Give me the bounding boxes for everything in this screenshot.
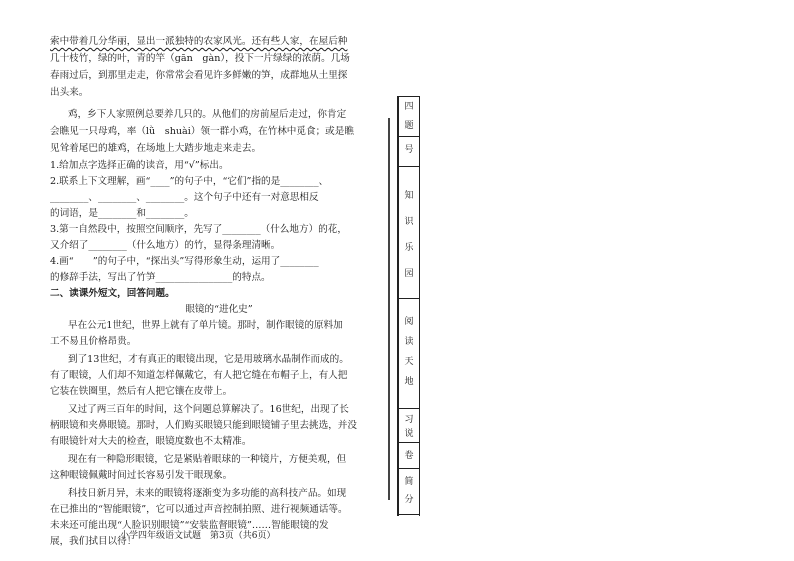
sidebar-char: 知 <box>404 191 414 201</box>
text-line: 有眼镜针对大夫的检查，眼镜度数也不太精准。 <box>50 436 252 447</box>
sidebar-char: 号 <box>404 145 414 155</box>
sidebar-char: 乐 <box>404 243 414 253</box>
sidebar-char: 题 <box>404 121 414 131</box>
text-line: 科技日新月异，未来的眼镜将逐渐变为多功能的高科技产品。如现 <box>68 488 347 499</box>
sidebar-char: 分 <box>404 495 414 505</box>
text-line: 见耸着尾巴的雄鸡，在场地上大踏步地走来走去。 <box>50 143 262 154</box>
text-line: 索中带着几分华丽，显出一派独特的农家风光。还有些人家，在屋后种 <box>50 36 348 47</box>
text-line: 工不易且价格昂贵。 <box>50 336 137 347</box>
sidebar-divider <box>399 514 419 515</box>
text-line: 展，我们拭目以待！ <box>50 536 137 547</box>
sidebar-char: 习 <box>404 415 414 425</box>
text-line: 春雨过后，到那里走走，你常常会看见许多鲜嫩的笋，成群地从土里探 <box>50 70 348 81</box>
sidebar-char: 简 <box>404 477 414 487</box>
sidebar-char: 阅 <box>404 317 414 327</box>
text-line: 它装在铁圈里，然后有人把它镶在皮带上。 <box>50 386 233 397</box>
sidebar-char: 说 <box>404 429 414 439</box>
sidebar-char: 园 <box>404 269 414 279</box>
text-line: 的词语，是________和________。 <box>50 208 194 219</box>
sidebar-divider <box>399 166 419 167</box>
sidebar-divider <box>399 468 419 469</box>
text-line: 未来还可能出现“人脸识别眼镜”“安装监督眼镜”……智能眼镜的发 <box>50 520 329 531</box>
text-line: 现在有一种隐形眼镜，它是紧贴着眼球的一种镜片，方便美观，但 <box>68 454 347 465</box>
sidebar-char: 地 <box>404 377 414 387</box>
text-line: 又介绍了________（什么地方）的竹，显得条理清晰。 <box>50 240 281 251</box>
question-1: 1.给加点字选择正确的读音，用“√”标出。 <box>50 160 229 171</box>
text-line: 又过了两三百年的时间，这个问题总算解决了。16世纪，出现了长 <box>68 404 349 415</box>
question-4: 4.画“ ”的句子中，“探出头”写得形象生动，运用了________ <box>50 256 319 267</box>
exam-page <box>50 36 388 551</box>
sidebar-divider <box>399 96 419 97</box>
text-line: 这种眼镜佩戴时间过长容易引发干眼现象。 <box>50 470 233 481</box>
question-3: 3.第一自然段中，按照空间顺序，先写了________（什么地方）的花， <box>50 224 347 235</box>
sidebar-char: 读 <box>404 337 414 347</box>
question-2: 2.联系上下文理解，画“____”的句子中，“它们”指的是________、 <box>50 176 329 187</box>
article-title: 眼镜的“进化史” <box>185 304 253 315</box>
text-line: 到了13世纪，才有真正的眼镜出现，它是用玻璃水晶制作而成的。 <box>68 354 349 365</box>
sidebar-divider <box>399 442 419 443</box>
text-line: 几十枝竹，绿的叶，青的竿（gān gàn），投下一片绿绿的浓荫。几场 <box>50 53 350 64</box>
sidebar-char: 识 <box>404 217 414 227</box>
section-heading: 二、读课外短文，回答问题。 <box>50 288 175 299</box>
text-line: 在已推出的“智能眼镜”，它可以通过声音控制拍照、进行视频通话等。 <box>50 504 348 515</box>
sidebar-divider <box>399 136 419 137</box>
text-line: 出头来。 <box>50 87 89 98</box>
page-edge-line <box>388 118 390 500</box>
sidebar-char: 四 <box>404 102 414 112</box>
page-footer: 小学四年级语文试题 第3页（共6页） <box>120 531 276 541</box>
score-sidebar <box>397 96 420 516</box>
text-line: 早在公元1世纪，世界上就有了单片镜。那时，制作眼镜的原料加 <box>68 320 343 331</box>
text-line: 会瞧见一只母鸡，率（lǜ shuài）领一群小鸡，在竹林中觅食；或是瞧 <box>50 126 354 137</box>
sidebar-char: 卷 <box>404 451 414 461</box>
sidebar-char: 天 <box>404 357 414 367</box>
text-line: 有了眼镜，人们却不知道怎样佩戴它，有人把它缝在布帽子上，有人把 <box>50 370 348 381</box>
text-line: 柄眼镜和夹鼻眼镜。那时，人们购买眼镜只能到眼镜铺子里去挑选，并没 <box>50 420 357 431</box>
sidebar-divider <box>399 298 419 299</box>
text-line: ________、________、________。这个句子中还有一对意思相反 <box>50 192 319 203</box>
text-line: 的修辞手法，写出了竹笋________________的特点。 <box>50 272 271 283</box>
text-line: 鸡，乡下人家照例总要养几只的。从他们的房前屋后走过，你肯定 <box>68 109 347 120</box>
sidebar-divider <box>399 408 419 409</box>
